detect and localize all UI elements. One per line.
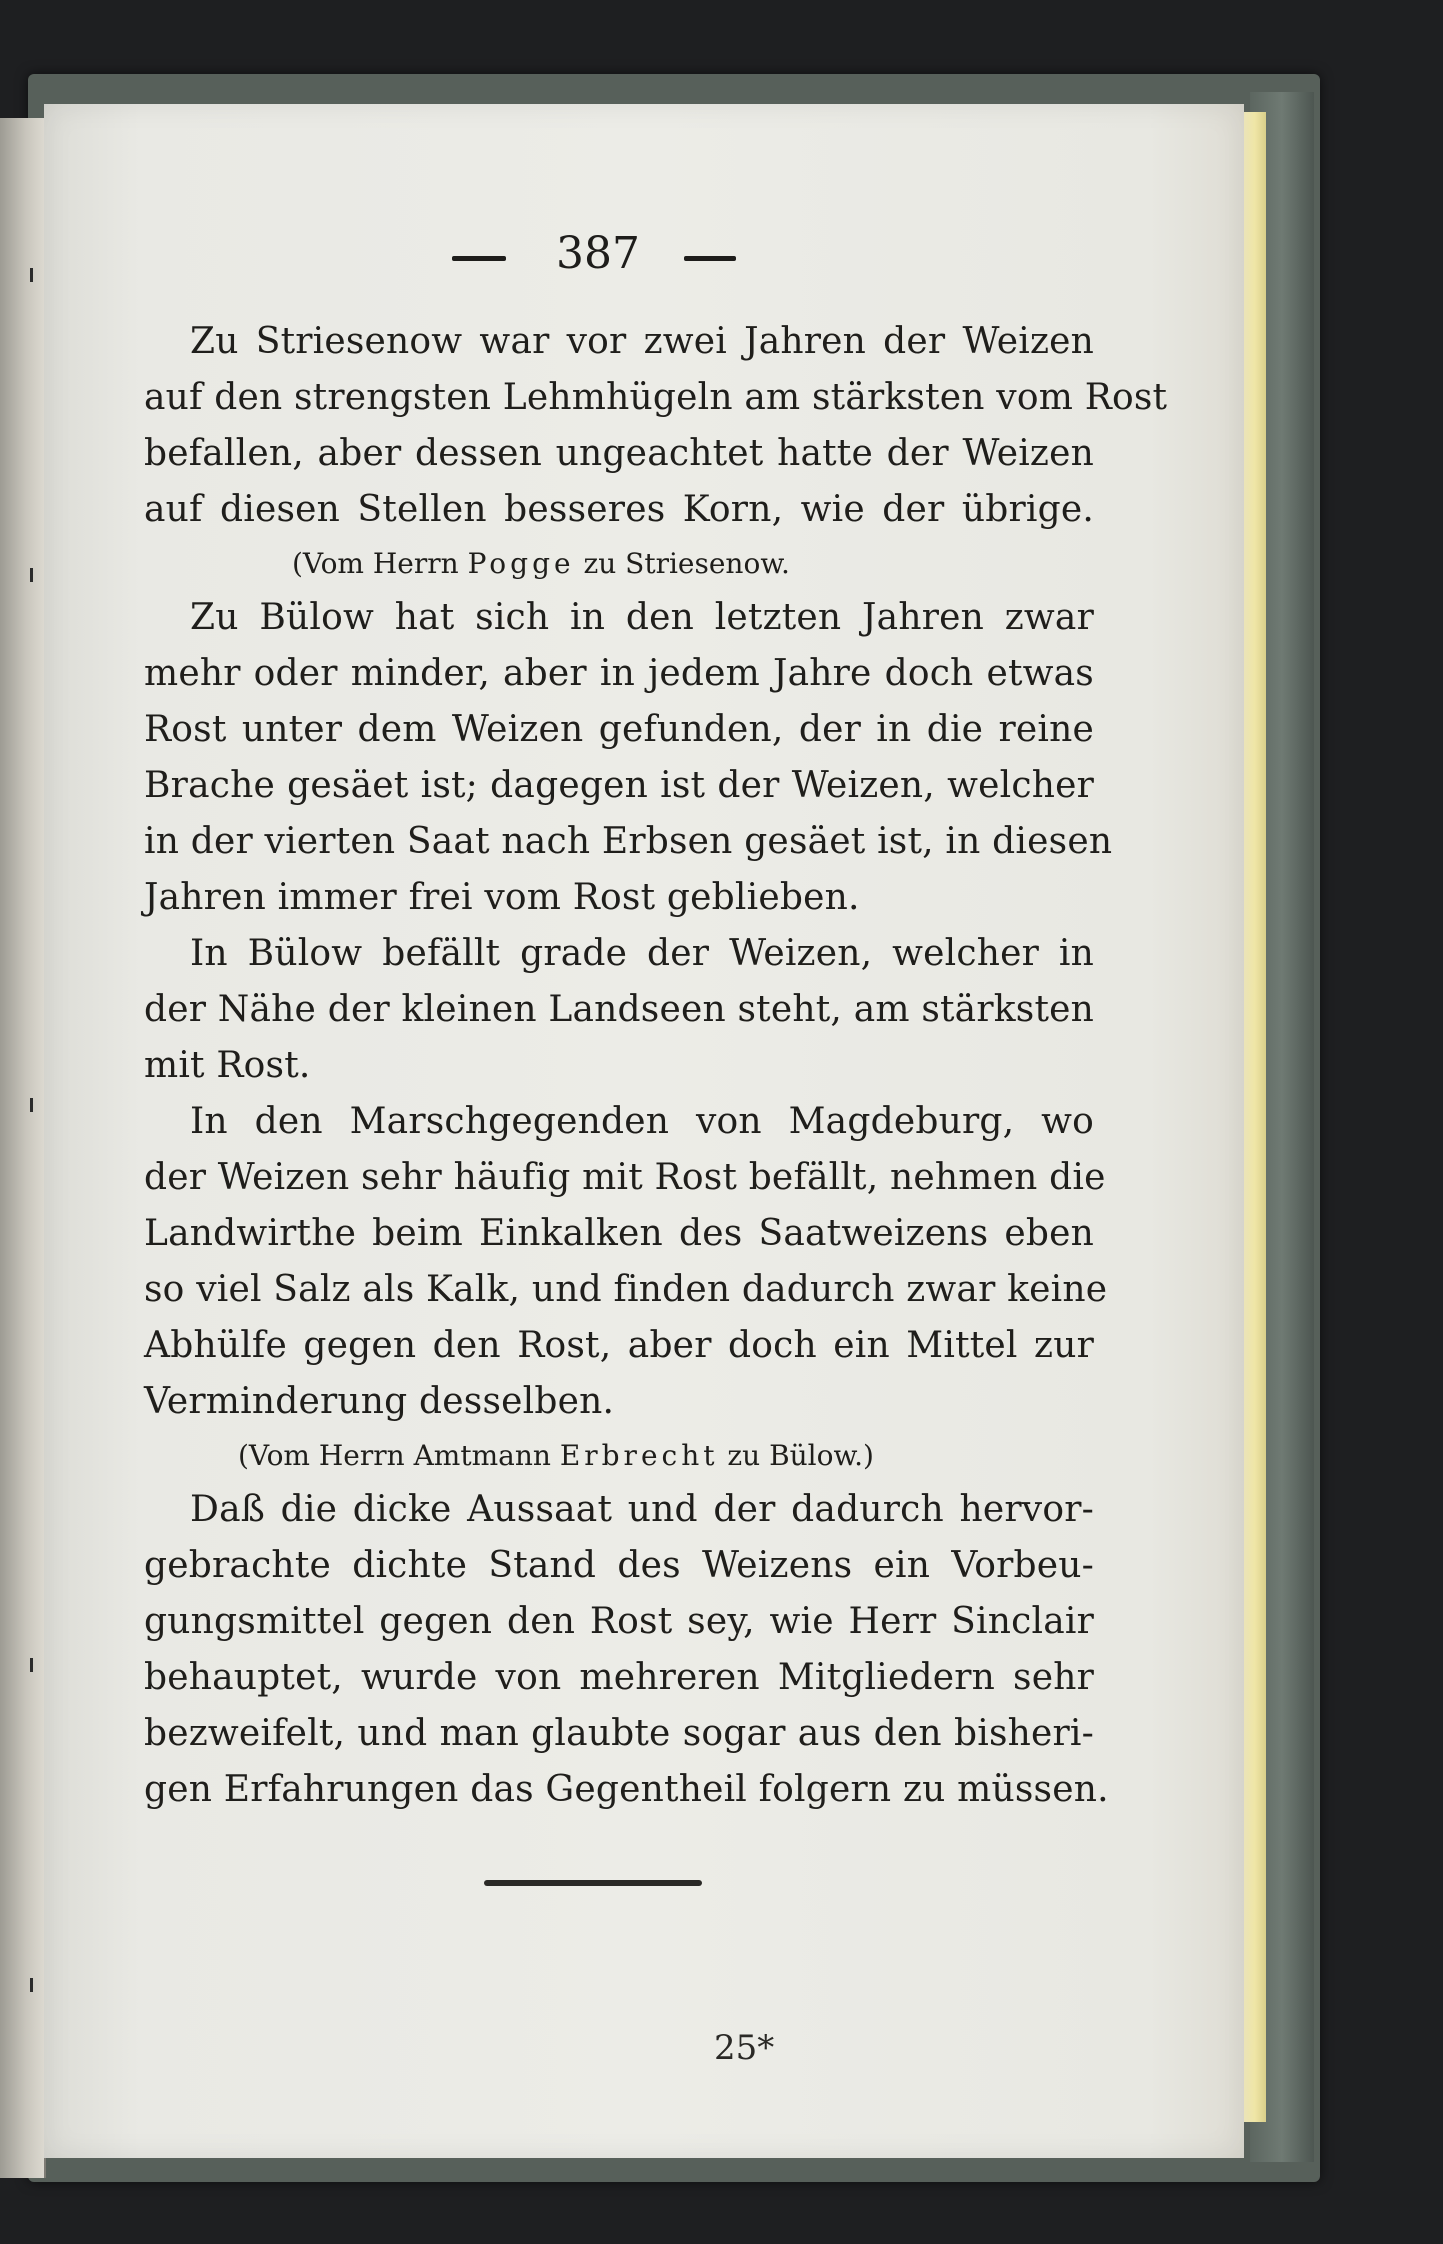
source-suffix: zu Striesenow. <box>574 547 790 580</box>
text-line: gen Erfahrungen das Gegentheil folgern zu müssen. <box>144 1769 1109 1810</box>
source-name: Pogge <box>467 547 575 580</box>
text-line: behauptet, wurde von mehreren Mitgliedern sehr <box>144 1657 1094 1698</box>
text-line: In Bülow befällt grade der Weizen, welcher in <box>190 933 1094 974</box>
text-line: so viel Salz als Kalk, und finden dadurch zwar keine <box>144 1269 1108 1310</box>
text-line: Zu Bülow hat sich in den letzten Jahren zwar <box>190 597 1094 638</box>
header-dash-left <box>452 256 506 261</box>
margin-mark <box>30 1098 33 1112</box>
margin-mark <box>30 1978 33 1992</box>
source-name: Erbrecht <box>559 1439 719 1472</box>
text-line: bezweifelt, und man glaubte sogar aus den bisheri- <box>144 1713 1094 1754</box>
text-line: Abhülfe gegen den Rost, aber doch ein Mittel zur <box>144 1325 1094 1366</box>
text-line: auf diesen Stellen besseres Korn, wie der übrige. <box>144 489 1094 530</box>
text-line: der Weizen sehr häufig mit Rost befällt, nehmen die <box>144 1157 1106 1198</box>
printer-signature-mark: 25* <box>714 2028 775 2068</box>
text-line: Daß die dicke Aussaat und der dadurch hervor- <box>190 1489 1094 1530</box>
book-page <box>44 104 1244 2158</box>
margin-mark <box>30 1658 33 1672</box>
text-line: gungsmittel gegen den Rost sey, wie Herr Sinclair <box>144 1601 1094 1642</box>
source-attribution <box>144 538 1094 590</box>
source-suffix: zu Bülow.) <box>718 1439 874 1472</box>
header-dash-right <box>684 256 736 261</box>
source-prefix: (Vom Herrn Amtmann <box>238 1439 560 1472</box>
text-line: in der vierten Saat nach Erbsen gesäet ist, in diesen <box>144 821 1113 862</box>
text-line: Brache gesäet ist; dagegen ist der Weizen, welcher <box>144 765 1094 806</box>
page-body-text <box>144 314 1168 1818</box>
margin-mark <box>30 568 33 582</box>
text-line: Landwirthe beim Einkalken des Saatweizens eben <box>144 1213 1094 1254</box>
previous-page-edge <box>0 118 46 2178</box>
page-number: 387 <box>556 228 640 279</box>
text-line: Jahren immer frei vom Rost geblieben. <box>144 877 860 918</box>
text-line: der Nähe der kleinen Landseen steht, am stärksten <box>144 989 1094 1030</box>
margin-mark <box>30 268 33 282</box>
source-attribution <box>144 1430 1094 1482</box>
text-line: In den Marschgegenden von Magdeburg, wo <box>190 1101 1094 1142</box>
text-line: Zu Striesenow war vor zwei Jahren der Weizen <box>190 321 1094 362</box>
text-line: Verminderung desselben. <box>144 1381 615 1422</box>
text-line: mit Rost. <box>144 1045 311 1086</box>
text-line: gebrachte dichte Stand des Weizens ein Vorbeu- <box>144 1545 1094 1586</box>
source-prefix: (Vom Herrn <box>292 547 468 580</box>
text-line: mehr oder minder, aber in jedem Jahre doch etwas <box>144 653 1094 694</box>
text-line: auf den strengsten Lehmhügeln am stärksten vom Rost <box>144 377 1168 418</box>
closing-rule <box>484 1880 702 1886</box>
text-line: Rost unter dem Weizen gefunden, der in die reine <box>144 709 1094 750</box>
text-line: befallen, aber dessen ungeachtet hatte der Weizen <box>144 433 1094 474</box>
